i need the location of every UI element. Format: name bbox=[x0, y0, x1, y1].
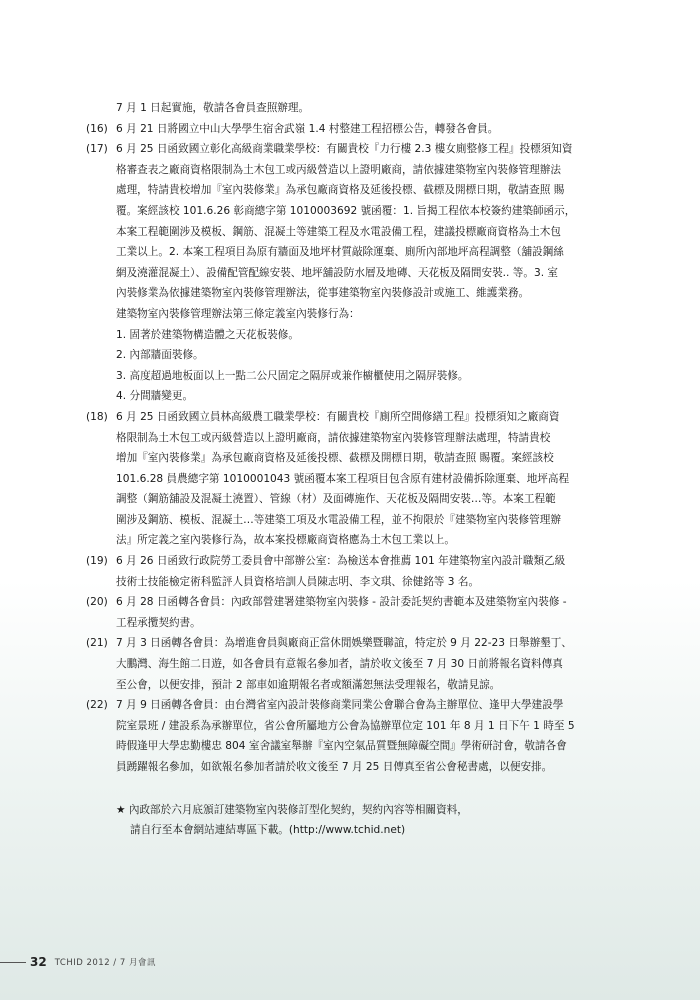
text-line: 101.6.28 員農總字第 1010001043 號函覆本案工程項目包含原有建材設備拆除運棄、地坪高程 bbox=[116, 472, 570, 485]
list-item bbox=[86, 592, 652, 633]
list-item bbox=[86, 551, 652, 592]
item-text bbox=[116, 633, 652, 695]
note-line-2: 請自行至本會網站連結專區下載。(http://www.tchid.net) bbox=[130, 824, 406, 837]
footer-rule bbox=[0, 962, 26, 963]
regulation-block bbox=[86, 304, 652, 407]
item-text bbox=[116, 119, 652, 140]
text-line: 網及澆灌混凝土）、設備配管配線安裝、地坪舖設防水層及地磚、天花板及隔間安裝.. 等。3. 室 bbox=[116, 266, 559, 279]
text-line: 6 月 25 日函致國立員林高級農工職業學校：有關貴校『廁所空間修繕工程』投標須知之廠商資 bbox=[116, 410, 560, 423]
regulation-point: 2. 內部牆面裝修。 bbox=[116, 349, 204, 362]
text-line: 處理，特請貴校增加『室內裝修業』為承包廠商資格及延後投標、截標及開標日期，敬請查照 賜 bbox=[116, 184, 565, 197]
list-item bbox=[86, 633, 652, 695]
magazine-name: TCHID 2012 / 7 月會訊 bbox=[54, 958, 156, 968]
text-line: 本案工程範圍涉及模板、鋼筋、混凝土等建築工程及水電設備工程，建議投標廠商資格為土木包 bbox=[116, 225, 561, 238]
page-number: 32 bbox=[30, 955, 47, 969]
text-line: 6 月 26 日函致行政院勞工委員會中部辦公室：為檢送本會推薦 101 年建築物室內設計職類乙級 bbox=[116, 555, 566, 568]
item-number: (22) bbox=[86, 699, 108, 712]
item-text bbox=[116, 139, 652, 304]
document-body bbox=[86, 98, 652, 841]
text-line: 內裝修業為依據建築物室內裝修管理辦法，從事建築物室內裝修設計或施工、維護業務。 bbox=[116, 287, 530, 300]
item-list-b bbox=[86, 407, 652, 778]
regulation-point: 4. 分間牆變更。 bbox=[116, 390, 194, 403]
regulation-points bbox=[116, 325, 652, 407]
text-line: 調整（鋼筋舖設及混凝土澆置）、管線（材）及面磚施作、天花板及隔間安裝…等。本案工程範 bbox=[116, 493, 556, 506]
text-line: 院室景班 / 建設系為承辦單位，省公會所屬地方公會為協辦單位定 101 年 8 月 1 日下午 1 時至 5 bbox=[116, 719, 575, 732]
text-line: 7 月 9 日函轉各會員：由台灣省室內設計裝修商業同業公會聯合會為主辦單位、逢甲大學建設學 bbox=[116, 699, 564, 712]
note-line-1: ★ 內政部於六月底頒訂建築物室內裝修訂型化契約，契約內容等相關資料， bbox=[116, 803, 468, 816]
text-line: 大鵬灣、海生館二日遊，如各會員有意報名參加者，請於收文後至 7 月 30 日前將報名資料傳真 bbox=[116, 658, 563, 671]
intro-line: 7 月 1 日起實施，敬請各會員查照辦理。 bbox=[116, 102, 310, 114]
text-line: 時假逢甲大學忠勤樓忠 804 室舍議室舉辦『室內空氣品質暨無障礙空間』學術研討會，敬請各會 bbox=[116, 740, 567, 753]
regulation-point: 3. 高度超過地板面以上一點二公尺固定之隔屏或兼作櫥櫃使用之隔屏裝修。 bbox=[116, 369, 469, 382]
item-number: (20) bbox=[86, 596, 108, 609]
item-number: (19) bbox=[86, 555, 108, 568]
item-number: (21) bbox=[86, 637, 108, 650]
text-line: 工程承攬契約書。 bbox=[116, 616, 201, 629]
list-item bbox=[86, 139, 652, 304]
text-line: 圍涉及鋼筋、模板、混凝土…等建築工項及水電設備工程，並不拘限於『建築物室內裝修管理辦 bbox=[116, 513, 561, 526]
item-text bbox=[116, 551, 652, 592]
text-line: 增加『室內裝修業』為承包廠商資格及延後投標、截標及開標日期，敬請查照 賜覆。案經該校 bbox=[116, 452, 554, 465]
item-number: (18) bbox=[86, 410, 108, 423]
download-note bbox=[86, 800, 652, 841]
text-line: 7 月 3 日函轉各會員：為增進會員與廠商正當休閒娛樂暨聯誼，特定於 9 月 22-23 日舉辦墾丁、 bbox=[116, 637, 572, 650]
item-text bbox=[116, 592, 652, 633]
regulation-title: 建築物室內裝修管理辦法第三條定義室內裝修行為： bbox=[116, 307, 360, 320]
item-list-a bbox=[86, 119, 652, 304]
list-item bbox=[86, 407, 652, 551]
text-line: 法』所定義之室內裝修行為，故本案投標廠商資格應為土木包工業以上。 bbox=[116, 534, 455, 547]
text-line: 工業以上。2. 本案工程項目為原有牆面及地坪材質敲除運棄、廁所內部地坪高程調整（舖設鋼絲 bbox=[116, 246, 564, 259]
regulation-point: 1. 固著於建築物構造體之天花板裝修。 bbox=[116, 328, 299, 341]
item-number: (17) bbox=[86, 143, 108, 156]
page-footer bbox=[0, 954, 156, 970]
item-number: (16) bbox=[86, 122, 108, 135]
item-text bbox=[116, 407, 652, 551]
text-line: 至公會，以便安排，預計 2 部車如逾期報名者或額滿恕無法受理報名，敬請見諒。 bbox=[116, 678, 501, 691]
text-line: 格限制為土木包工或丙級營造以上證明廠商，請依據建築物室內裝修管理辦法處理，特請貴校 bbox=[116, 431, 551, 444]
text-line: 員踴躍報名參加，如欲報名參加者請於收文後至 7 月 25 日傳真至省公會秘書處，以便安排。 bbox=[116, 761, 553, 773]
text-line: 6 月 28 日函轉各會員：內政部營建署建築物室內裝修 - 設計委託契約書範本及建築物室內裝修 - bbox=[116, 596, 567, 609]
text-line: 覆。案經該校 101.6.26 彰商總字第 1010003692 號函覆：1. 旨揭工程依本校簽約建築師函示， bbox=[116, 204, 576, 217]
text-line: 6 月 21 日將國立中山大學學生宿舍武嶺 1.4 村整建工程招標公告，轉發各會員。 bbox=[116, 122, 499, 135]
item-text bbox=[116, 695, 652, 777]
text-line: 技術士技能檢定術科監評人員資格培訓人員陳志明、李文琪、徐健銘等 3 名。 bbox=[116, 575, 480, 588]
list-item bbox=[86, 119, 652, 140]
text-line: 格審查表之廠商資格限制為土木包工或丙級營造以上證明廠商，請依據建築物室內裝修管理辦法 bbox=[116, 163, 561, 176]
list-item bbox=[86, 695, 652, 777]
text-line: 6 月 25 日函致國立彰化高級商業職業學校：有關貴校『力行樓 2.3 樓女廁整修工程』投標須知資 bbox=[116, 143, 573, 156]
